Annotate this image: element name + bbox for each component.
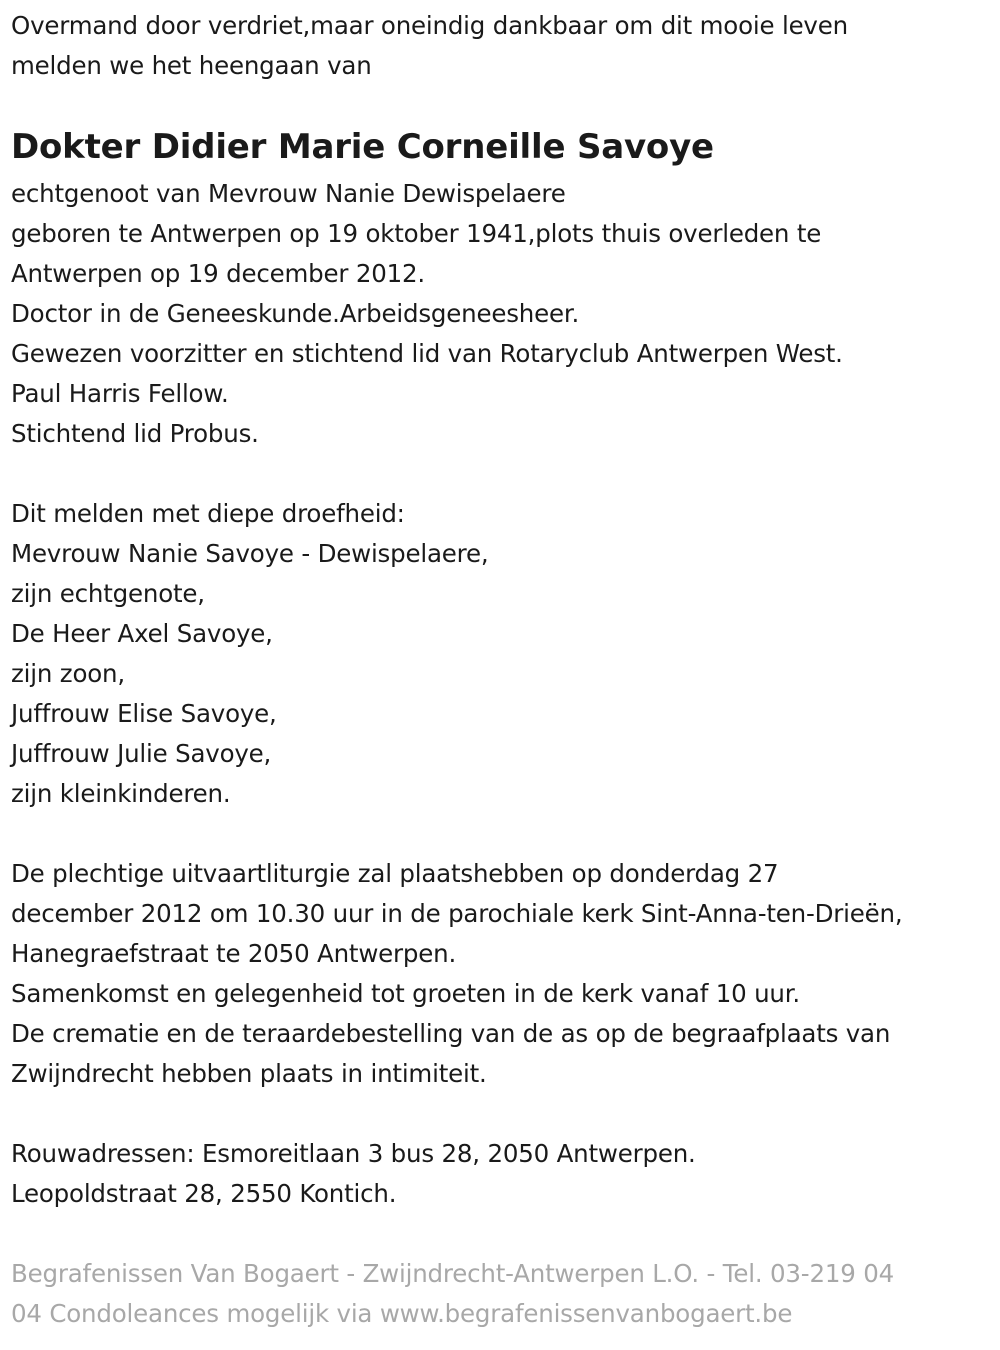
footer-line: 04 Condoleances mogelijk via www.begrafenissenvanbogaert.be (11, 1299, 793, 1328)
intro-line: Overmand door verdriet,maar oneindig dankbaar om dit mooie leven (11, 11, 848, 40)
footer-line: Begrafenissen Van Bogaert - Zwijndrecht-Antwerpen L.O. - Tel. 03-219 04 (11, 1259, 894, 1288)
address-line: Leopoldstraat 28, 2550 Kontich. (11, 1179, 397, 1208)
family-line: zijn zoon, (11, 659, 125, 688)
ceremony-line: december 2012 om 10.30 uur in de parochiale kerk Sint-Anna-ten-Drieën, (11, 899, 903, 928)
ceremony-line: De crematie en de teraardebestelling van de as op de begraafplaats van (11, 1019, 891, 1048)
spacer (11, 454, 991, 494)
spacer (11, 814, 991, 854)
detail-line: Gewezen voorzitter en stichtend lid van Rotaryclub Antwerpen West. (11, 339, 843, 368)
obituary-notice (11, 6, 991, 1334)
ceremony-line: Samenkomst en gelegenheid tot groeten in de kerk vanaf 10 uur. (11, 979, 800, 1008)
ceremony-line: Hanegraefstraat te 2050 Antwerpen. (11, 939, 457, 968)
funeral-home-footer (11, 1254, 991, 1334)
deceased-name: Dokter Didier Marie Corneille Savoye (11, 127, 714, 167)
details-section (11, 174, 991, 454)
address-line: Rouwadressen: Esmoreitlaan 3 bus 28, 2050 Antwerpen. (11, 1139, 696, 1168)
intro-section (11, 6, 991, 86)
ceremony-section (11, 854, 991, 1094)
detail-line: Antwerpen op 19 december 2012. (11, 259, 425, 288)
family-line: zijn echtgenote, (11, 579, 205, 608)
family-line: Dit melden met diepe droefheid: (11, 499, 405, 528)
family-line: De Heer Axel Savoye, (11, 619, 273, 648)
family-section (11, 494, 991, 814)
ceremony-line: De plechtige uitvaartliturgie zal plaatshebben op donderdag 27 (11, 859, 779, 888)
family-line: Mevrouw Nanie Savoye - Dewispelaere, (11, 539, 489, 568)
detail-line: echtgenoot van Mevrouw Nanie Dewispelaere (11, 179, 566, 208)
detail-line: geboren te Antwerpen op 19 oktober 1941,plots thuis overleden te (11, 219, 822, 248)
spacer (11, 1094, 991, 1134)
addresses-section (11, 1134, 991, 1214)
ceremony-line: Zwijndrecht hebben plaats in intimiteit. (11, 1059, 487, 1088)
family-line: Juffrouw Elise Savoye, (11, 699, 277, 728)
detail-line: Doctor in de Geneeskunde.Arbeidsgeneesheer. (11, 299, 580, 328)
detail-line: Stichtend lid Probus. (11, 419, 259, 448)
detail-line: Paul Harris Fellow. (11, 379, 229, 408)
family-line: Juffrouw Julie Savoye, (11, 739, 272, 768)
intro-line: melden we het heengaan van (11, 51, 372, 80)
family-line: zijn kleinkinderen. (11, 779, 231, 808)
